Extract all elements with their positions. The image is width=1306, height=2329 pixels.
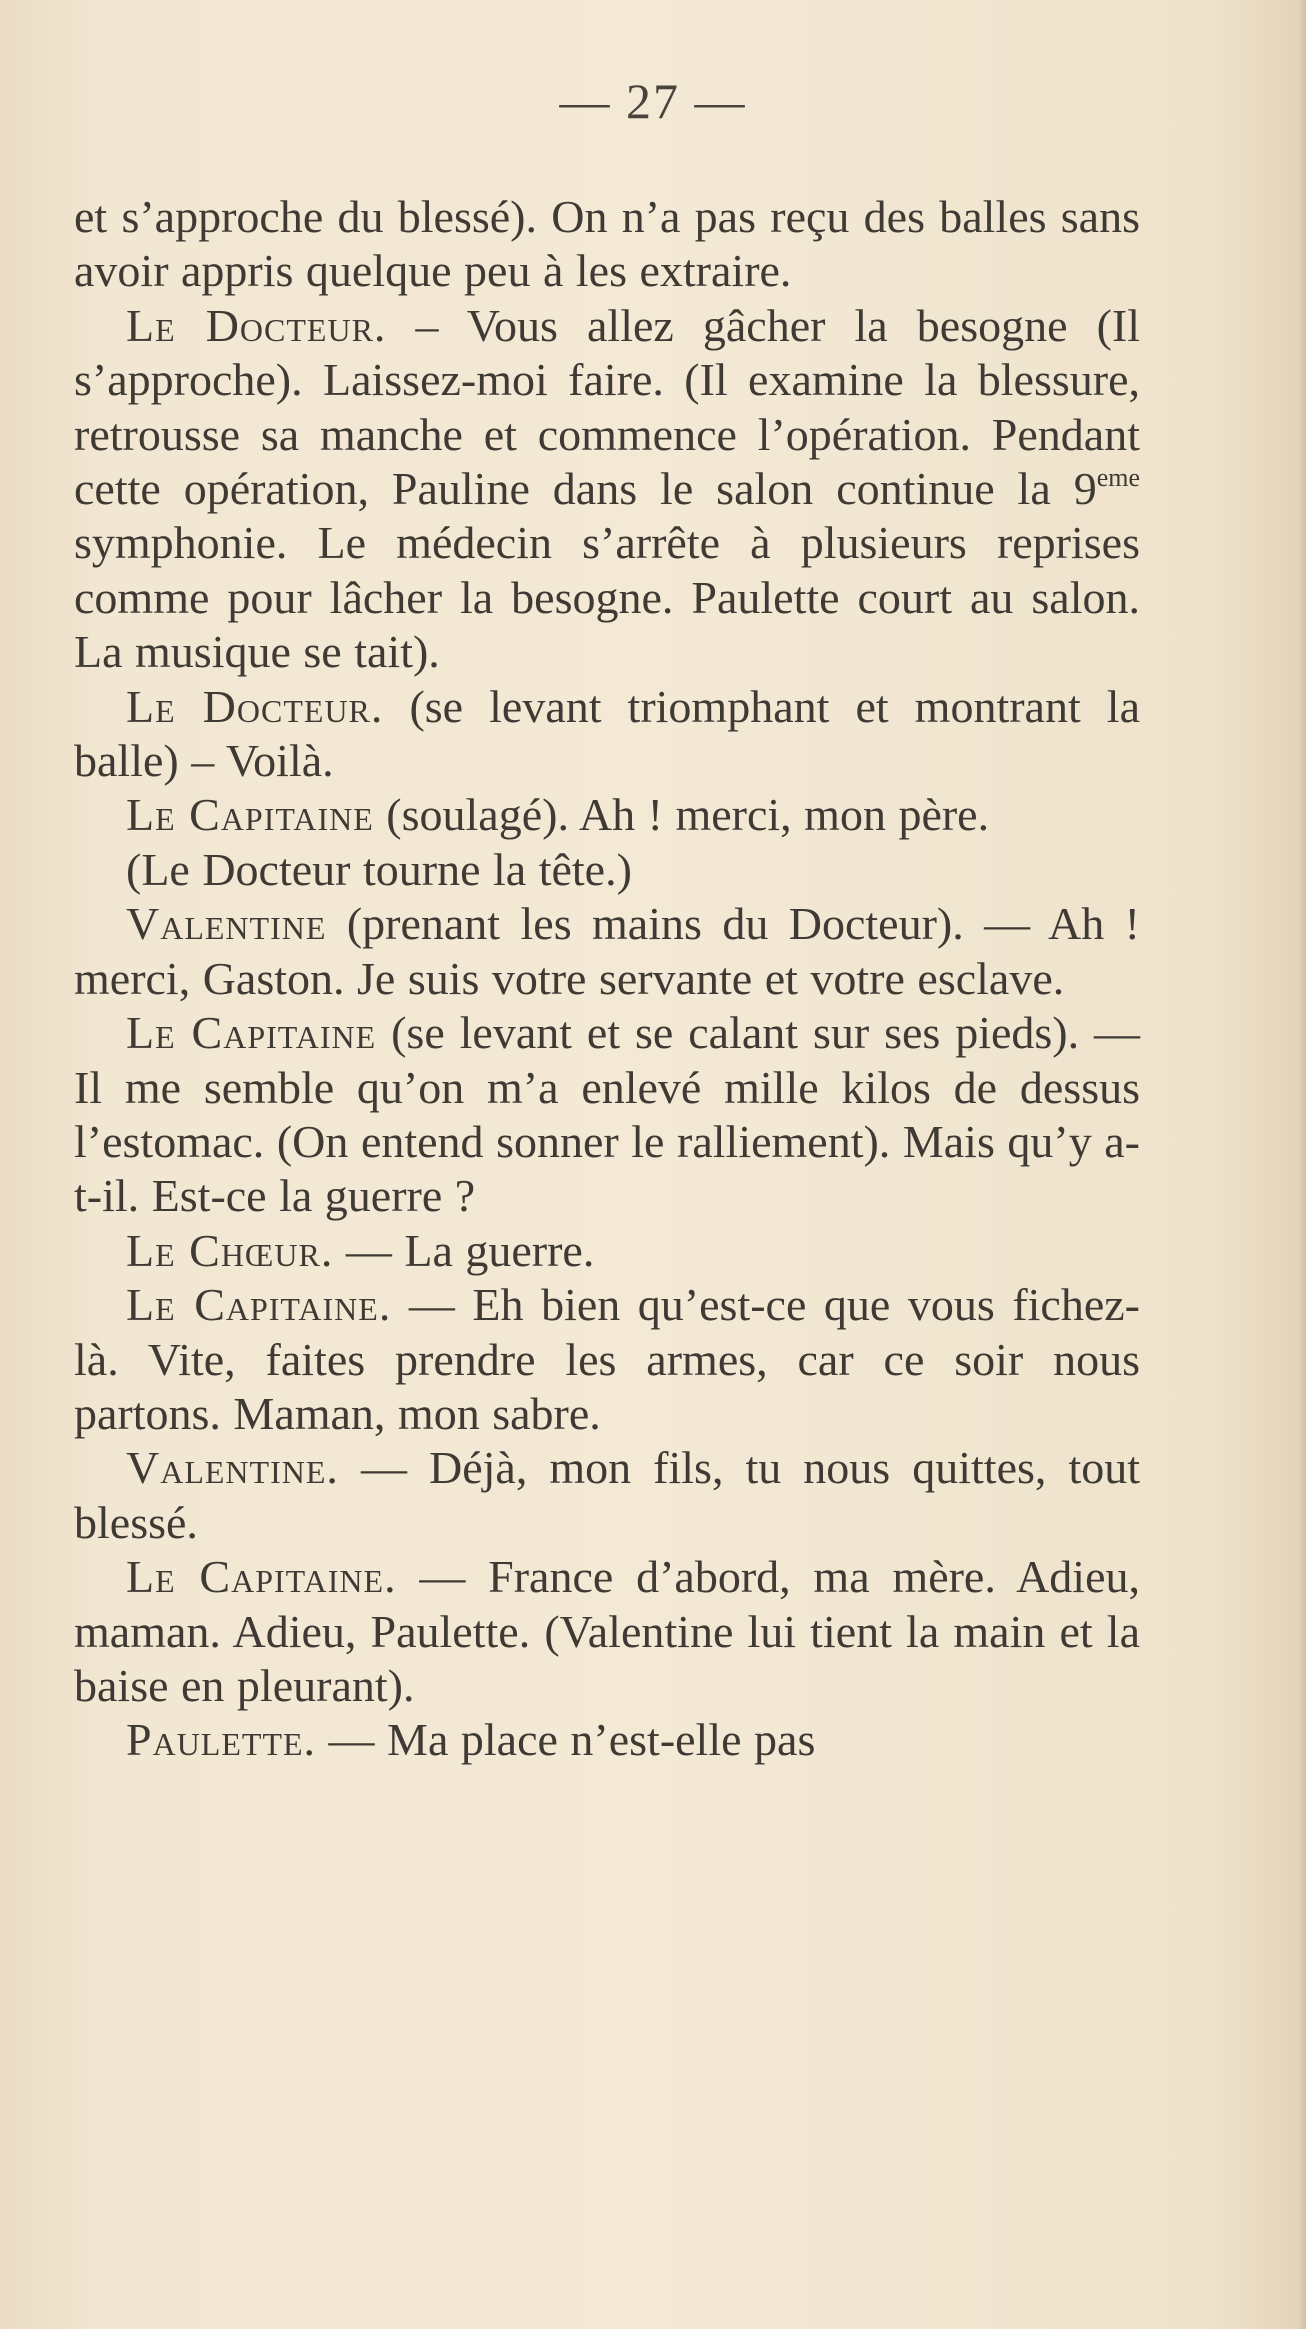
speaker-doctor-1: Le Docteur. [126, 299, 387, 351]
paragraph-10 [74, 1441, 1140, 1550]
ordinal-superscript: eme [1096, 463, 1140, 493]
speaker-captain-2: Le Capitaine [126, 1007, 377, 1059]
paragraph-8 [74, 1224, 1140, 1278]
paragraph-2-text-a: – Vous allez gâcher la besogne (Il s’approche). Laissez-moi faire. (Il examine la blessure, retrousse sa manche et commence l’opération. Pendant cette opération, Pauline dans le salon continue la [74, 299, 1140, 515]
paragraph-7 [74, 1006, 1140, 1224]
paragraph-10-text: — Déjà, mon fils, tu nous quittes, tout blessé. [74, 1442, 1140, 1548]
paragraph-6-text: (prenant les mains du Docteur). — Ah ! merci, Gaston. Je suis votre servante et votre esclave. [74, 898, 1140, 1004]
ordinal-number: 9 [1073, 463, 1097, 515]
paragraph-11-text: — France d’abord, ma mère. Adieu, maman. Adieu, Paulette. (Valentine lui tient la main et la baise en pleurant). [74, 1551, 1141, 1711]
paragraph-3 [74, 680, 1140, 789]
paragraph-11 [74, 1550, 1140, 1713]
paragraph-12-text: — Ma place n’est-elle pas [316, 1714, 816, 1766]
paragraph-4-text: (soulagé). Ah ! merci, mon père. [373, 789, 990, 841]
paragraph-5-text: (Le Docteur tourne la tête.) [126, 843, 632, 895]
paragraph-6 [74, 897, 1140, 1006]
paragraph-3-text: (se levant triomphant et montrant la balle) – Voilà. [74, 680, 1140, 787]
speaker-doctor-2: Le Docteur. [126, 680, 384, 732]
speaker-chorus: Le Chœur. [126, 1224, 334, 1276]
paragraph-9-text: — Eh bien qu’est-ce que vous fichez-là. Vite, faites prendre les armes, car ce soir nous partons. Maman, mon sabre. [74, 1279, 1140, 1439]
paragraph-5 [74, 843, 1140, 897]
speaker-captain-1: Le Capitaine [126, 789, 374, 841]
paragraph-2 [74, 299, 1140, 680]
speaker-valentine-1: Valentine [126, 898, 327, 950]
page-number: — 27 — [559, 73, 747, 129]
paragraph-1-text: et s’approche du blessé). On n’a pas reçu des balles sans avoir appris quelque peu à les extraire. [74, 191, 1140, 297]
play-text [74, 190, 1140, 1768]
paragraph-4 [74, 788, 1140, 842]
speaker-paulette: Paulette. [126, 1714, 317, 1766]
paragraph-8-text: — La guerre. [333, 1224, 595, 1276]
paragraph-1 [74, 190, 1140, 299]
paragraph-12 [74, 1713, 1140, 1767]
paragraph-9 [74, 1278, 1140, 1441]
paragraph-2-text-b: symphonie. Le médecin s’arrête à plusieurs reprises comme pour lâcher la besogne. Paulette court au salon. La musique se tait). [74, 517, 1140, 678]
paragraph-7-text: (se levant et se calant sur ses pieds). — Il me semble qu’on m’a enlevé mille kilos de dessus l’estomac. (On entend sonner le ralliement). Mais qu’y a-t-il. Est-ce la guerre ? [74, 1007, 1141, 1222]
speaker-captain-3: Le Capitaine. [126, 1279, 392, 1331]
speaker-valentine-2: Valentine. [126, 1442, 339, 1494]
speaker-captain-4: Le Capitaine. [126, 1551, 397, 1603]
